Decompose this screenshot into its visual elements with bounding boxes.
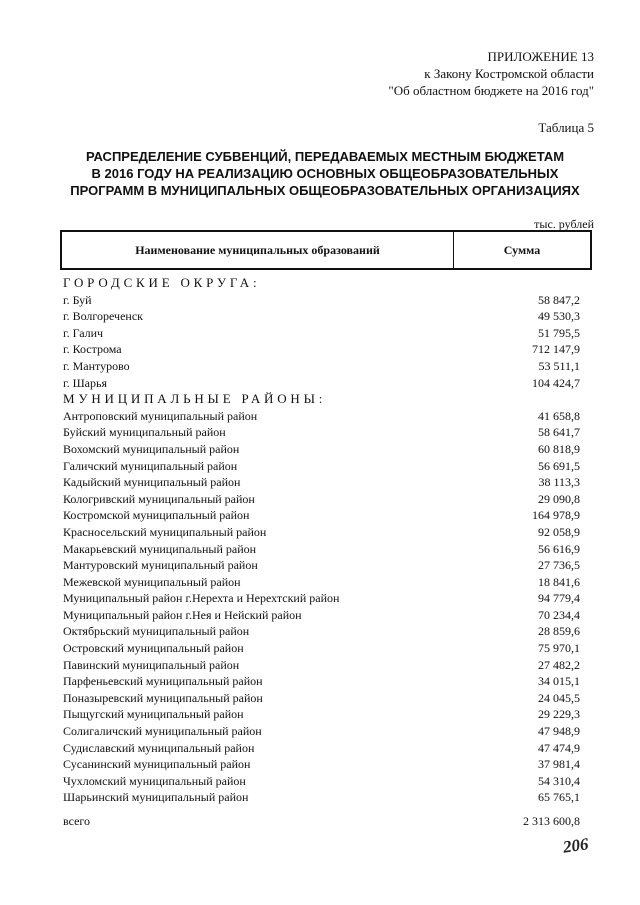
municipality-name: г. Галич: [63, 325, 104, 340]
table-row: [63, 574, 580, 591]
amount-value: 94 779,4: [538, 591, 580, 606]
table-row: [63, 723, 580, 740]
table-row: [63, 292, 580, 309]
amount-value: 58 641,7: [538, 425, 580, 440]
table-row: [63, 308, 580, 325]
amount-value: 75 970,1: [538, 641, 580, 656]
appendix-header: [388, 48, 594, 99]
amount-value: 56 691,5: [538, 458, 580, 473]
unit-label: тыс. рублей: [534, 217, 594, 231]
municipality-name: Муниципальный район г.Нерехта и Нерехтский район: [63, 591, 340, 606]
table-row: [63, 325, 580, 342]
title-line-2: В 2016 ГОДУ НА РЕАЛИЗАЦИЮ ОСНОВНЫХ ОБЩЕОБРАЗОВАТЕЛЬНЫХ: [91, 166, 559, 181]
table-row: [63, 375, 580, 392]
appendix-title: ПРИЛОЖЕНИЕ 13: [487, 49, 594, 64]
table-row: [63, 541, 580, 558]
amount-value: 18 841,6: [538, 574, 580, 589]
table-row: [63, 706, 580, 723]
municipality-name: Межевской муниципальный район: [63, 574, 241, 589]
municipality-name: г. Мантурово: [63, 358, 130, 373]
amount-value: 60 818,9: [538, 441, 580, 456]
municipality-name: г. Шарья: [63, 375, 107, 390]
section-title: ГОРОДСКИЕ ОКРУГА:: [63, 275, 261, 290]
total-value: 2 313 600,8: [523, 814, 580, 828]
municipality-name: Антроповский муниципальный район: [63, 408, 258, 423]
municipality-name: Поназыревский муниципальный район: [63, 690, 263, 705]
table-row: [63, 690, 580, 707]
municipality-name: Галичский муниципальный район: [63, 458, 238, 473]
table-row: [63, 607, 580, 624]
table-header: [60, 230, 592, 270]
table-row: [63, 789, 580, 806]
table-row: [63, 507, 580, 524]
municipality-name: г. Кострома: [63, 342, 122, 357]
amount-value: 92 058,9: [538, 524, 580, 539]
table-row: [63, 740, 580, 757]
municipality-name: Судиславский муниципальный район: [63, 740, 255, 755]
amount-value: 34 015,1: [538, 674, 580, 689]
municipality-name: Кологривский муниципальный район: [63, 491, 255, 506]
amount-value: 49 530,3: [538, 309, 580, 324]
table-row: [63, 441, 580, 458]
amount-value: 29 229,3: [538, 707, 580, 722]
amount-value: 54 310,4: [538, 773, 580, 788]
amount-value: 29 090,8: [538, 491, 580, 506]
amount-value: 27 482,2: [538, 657, 580, 672]
document-title: [60, 148, 590, 199]
table-row: [63, 458, 580, 475]
total-label: всего: [63, 814, 91, 828]
municipality-name: Кадыйский муниципальный район: [63, 475, 241, 490]
table-row: [63, 424, 580, 441]
column-header-name: Наименование муниципальных образований: [62, 232, 454, 268]
municipality-name: Костромской муниципальный район: [63, 508, 250, 523]
table-row: [63, 491, 580, 508]
municipality-name: Октябрьский муниципальный район: [63, 624, 250, 639]
amount-value: 70 234,4: [538, 607, 580, 622]
municipality-name: г. Волгореченск: [63, 309, 143, 324]
amount-value: 28 859,6: [538, 624, 580, 639]
municipality-name: Павинский муниципальный район: [63, 657, 240, 672]
amount-value: 47 474,9: [538, 740, 580, 755]
appendix-law-title: "Об областном бюджете на 2016 год": [388, 83, 594, 98]
municipality-name: Чухломский муниципальный район: [63, 773, 246, 788]
amount-value: 104 424,7: [532, 375, 580, 390]
municipality-name: Буйский муниципальный район: [63, 425, 226, 440]
municipality-name: Парфеньевский муниципальный район: [63, 674, 263, 689]
table-row: [63, 673, 580, 690]
table-row: [63, 557, 580, 574]
municipality-name: Вохомский муниципальный район: [63, 441, 240, 456]
table-row: [63, 756, 580, 773]
section-title: МУНИЦИПАЛЬНЫЕ РАЙОНЫ:: [63, 391, 327, 407]
municipality-name: Красносельский муниципальный район: [63, 524, 267, 539]
table-row: [63, 773, 580, 790]
total-row: [63, 814, 580, 829]
title-line-1: РАСПРЕДЕЛЕНИЕ СУБВЕНЦИЙ, ПЕРЕДАВАЕМЫХ МЕСТНЫМ БЮДЖЕТАМ: [85, 149, 565, 164]
municipality-name: Солигаличский муниципальный район: [63, 724, 262, 739]
table-row: [63, 640, 580, 657]
municipality-name: г. Буй: [63, 292, 92, 307]
table-row: [63, 474, 580, 491]
amount-value: 24 045,5: [538, 690, 580, 705]
amount-value: 27 736,5: [538, 558, 580, 573]
table-row: [63, 358, 580, 375]
amount-value: 164 978,9: [532, 508, 580, 523]
municipality-name: Мантуровский муниципальный район: [63, 558, 258, 573]
page-number: 206: [561, 834, 590, 857]
municipality-name: Островский муниципальный район: [63, 641, 244, 656]
table-row: [63, 341, 580, 358]
amount-value: 53 511,1: [538, 358, 580, 373]
title-line-3: ПРОГРАММ В МУНИЦИПАЛЬНЫХ ОБЩЕОБРАЗОВАТЕЛЬНЫХ ОРГАНИЗАЦИЯХ: [70, 183, 580, 198]
amount-value: 712 147,9: [532, 342, 580, 357]
table-row: [63, 657, 580, 674]
amount-value: 56 616,9: [538, 541, 580, 556]
municipality-name: Пыщугский муниципальный район: [63, 707, 244, 722]
amount-value: 37 981,4: [538, 757, 580, 772]
amount-value: 41 658,8: [538, 408, 580, 423]
amount-value: 51 795,5: [538, 325, 580, 340]
table-row: [63, 623, 580, 640]
appendix-law: к Закону Костромской области: [424, 66, 594, 81]
municipality-name: Муниципальный район г.Нея и Нейский район: [63, 607, 302, 622]
amount-value: 47 948,9: [538, 724, 580, 739]
amount-value: 38 113,3: [538, 475, 580, 490]
table-body: [63, 275, 580, 806]
table-number: Таблица 5: [538, 120, 594, 135]
municipality-name: Сусанинский муниципальный район: [63, 757, 251, 772]
municipality-name: Макарьевский муниципальный район: [63, 541, 257, 556]
municipality-name: Шарьинский муниципальный район: [63, 790, 249, 805]
table-row: [63, 408, 580, 425]
table-row: [63, 590, 580, 607]
amount-value: 58 847,2: [538, 292, 580, 307]
amount-value: 65 765,1: [538, 790, 580, 805]
column-header-sum: Сумма: [503, 242, 541, 257]
table-row: [63, 524, 580, 541]
